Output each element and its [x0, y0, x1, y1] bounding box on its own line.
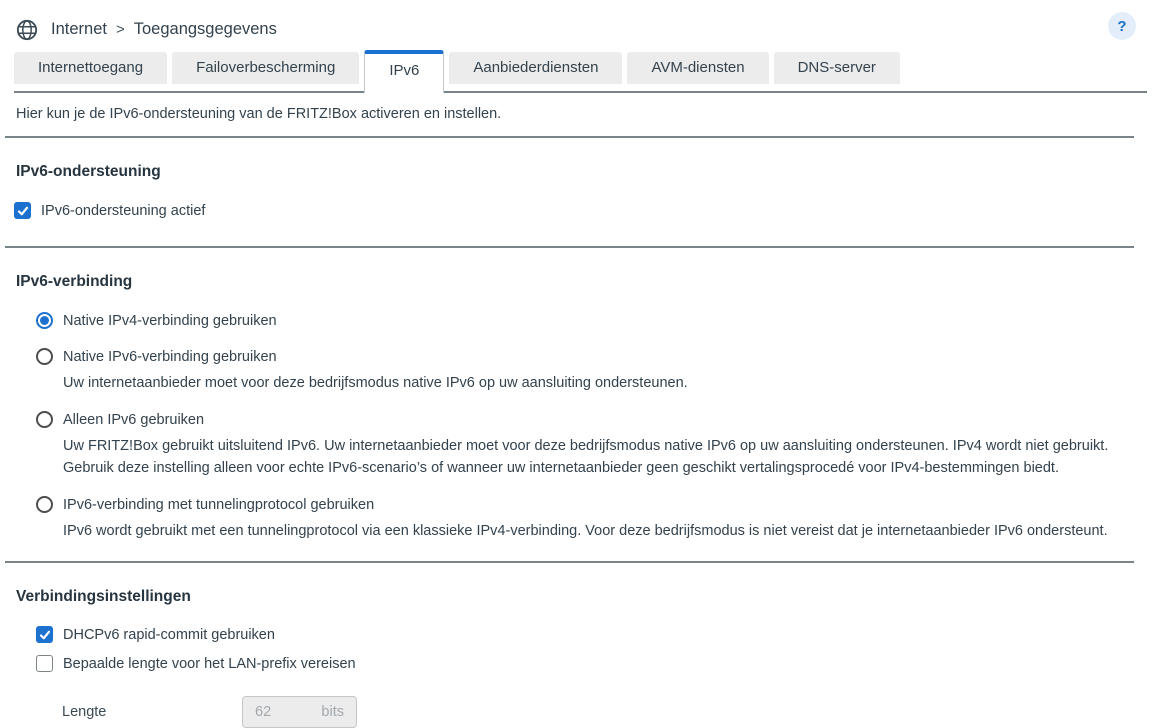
section-title-ipv6-verbinding: IPv6-verbinding — [16, 273, 133, 290]
native-ipv6-description: Uw internetaanbieder moet voor deze bedrijfsmodus native IPv6 op uw aansluiting ondersteunen. — [63, 375, 688, 391]
lan-prefix-label: Bepaalde lengte voor het LAN-prefix vereisen — [63, 655, 356, 672]
breadcrumb-item-internet: Internet — [51, 20, 107, 38]
globe-icon — [16, 19, 38, 41]
lan-prefix-row — [36, 655, 1138, 672]
section-title-verbindingsinstellingen: Verbindingsinstellingen — [16, 588, 191, 605]
ipv6-tunnel-description: IPv6 wordt gebruikt met een tunnelingprotocol via een klassieke IPv4-verbinding. Voor deze bedrijfsmodus is niet vereist dat je internetaanbieder IPv6 ondersteunt. — [63, 523, 1108, 539]
settings-controls — [36, 626, 1138, 672]
ipv6-only-label: Alleen IPv6 gebruiken — [63, 411, 205, 428]
native-ipv4-label: Native IPv4-verbinding gebruiken — [63, 312, 277, 329]
tab-bar — [14, 52, 1147, 93]
length-value: 62 — [255, 704, 272, 720]
option-ipv6-only — [36, 411, 1138, 428]
ipv6-only-radio[interactable] — [36, 411, 53, 428]
rapid-commit-checkbox[interactable] — [36, 626, 53, 643]
length-unit: bits — [321, 704, 344, 720]
tab-internettoegang[interactable]: Internettoegang — [14, 52, 167, 84]
connection-options — [36, 312, 1138, 542]
native-ipv4-radio[interactable] — [36, 312, 53, 329]
help-button[interactable]: ? — [1108, 12, 1136, 40]
breadcrumb — [14, 0, 1138, 50]
ipv6-support-label: IPv6-ondersteuning actief — [41, 202, 206, 219]
native-ipv6-radio[interactable] — [36, 348, 53, 365]
tab-ipv6[interactable]: IPv6 — [364, 50, 444, 93]
checkmark-icon — [17, 205, 29, 217]
checkmark-icon — [39, 629, 51, 641]
native-ipv6-label: Native IPv6-verbinding gebruiken — [63, 348, 277, 365]
option-native-ipv6 — [36, 348, 1138, 365]
lan-prefix-checkbox[interactable] — [36, 655, 53, 672]
length-input — [242, 696, 357, 728]
breadcrumb-item-toegangsgegevens: Toegangsgegevens — [133, 20, 277, 38]
divider — [5, 246, 1134, 248]
rapid-commit-label: DHCPv6 rapid-commit gebruiken — [63, 626, 275, 643]
ipv6-tunnel-radio[interactable] — [36, 496, 53, 513]
intro-text: Hier kun je de IPv6-ondersteuning van de FRITZ!Box activeren en instellen. — [16, 106, 502, 122]
breadcrumb-separator: > — [115, 21, 125, 38]
section-title-ipv6-ondersteuning: IPv6-ondersteuning — [16, 163, 161, 180]
option-native-ipv4 — [36, 312, 1138, 329]
length-label: Lengte — [62, 704, 107, 720]
ipv6-support-row — [14, 202, 1138, 219]
ipv6-tunnel-label: IPv6-verbinding met tunnelingprotocol gebruiken — [63, 496, 375, 513]
divider — [5, 136, 1134, 138]
option-ipv6-tunnel — [36, 496, 1138, 513]
tab-avm-diensten[interactable]: AVM-diensten — [627, 52, 768, 84]
length-row — [62, 696, 1138, 728]
tab-failoverbescherming[interactable]: Failoverbescherming — [172, 52, 359, 84]
divider — [5, 561, 1134, 563]
tab-aanbiederdiensten[interactable]: Aanbiederdiensten — [449, 52, 622, 84]
ipv6-support-checkbox[interactable] — [14, 202, 31, 219]
ipv6-only-description: Uw FRITZ!Box gebruikt uitsluitend IPv6. Uw internetaanbieder moet voor deze bedrijfsmodus native IPv6 op uw aansluiting ondersteunen. IPv4 wordt niet gebruikt. Gebruik deze instelling alleen voor echte IPv6-scenario’s of wanneer uw internetaanbieder geen geschikt vertalingsprocedé voor IPv4-bestemmingen biedt. — [63, 438, 1109, 476]
rapid-commit-row — [36, 626, 1138, 643]
tab-dns-server[interactable]: DNS-server — [774, 52, 900, 84]
